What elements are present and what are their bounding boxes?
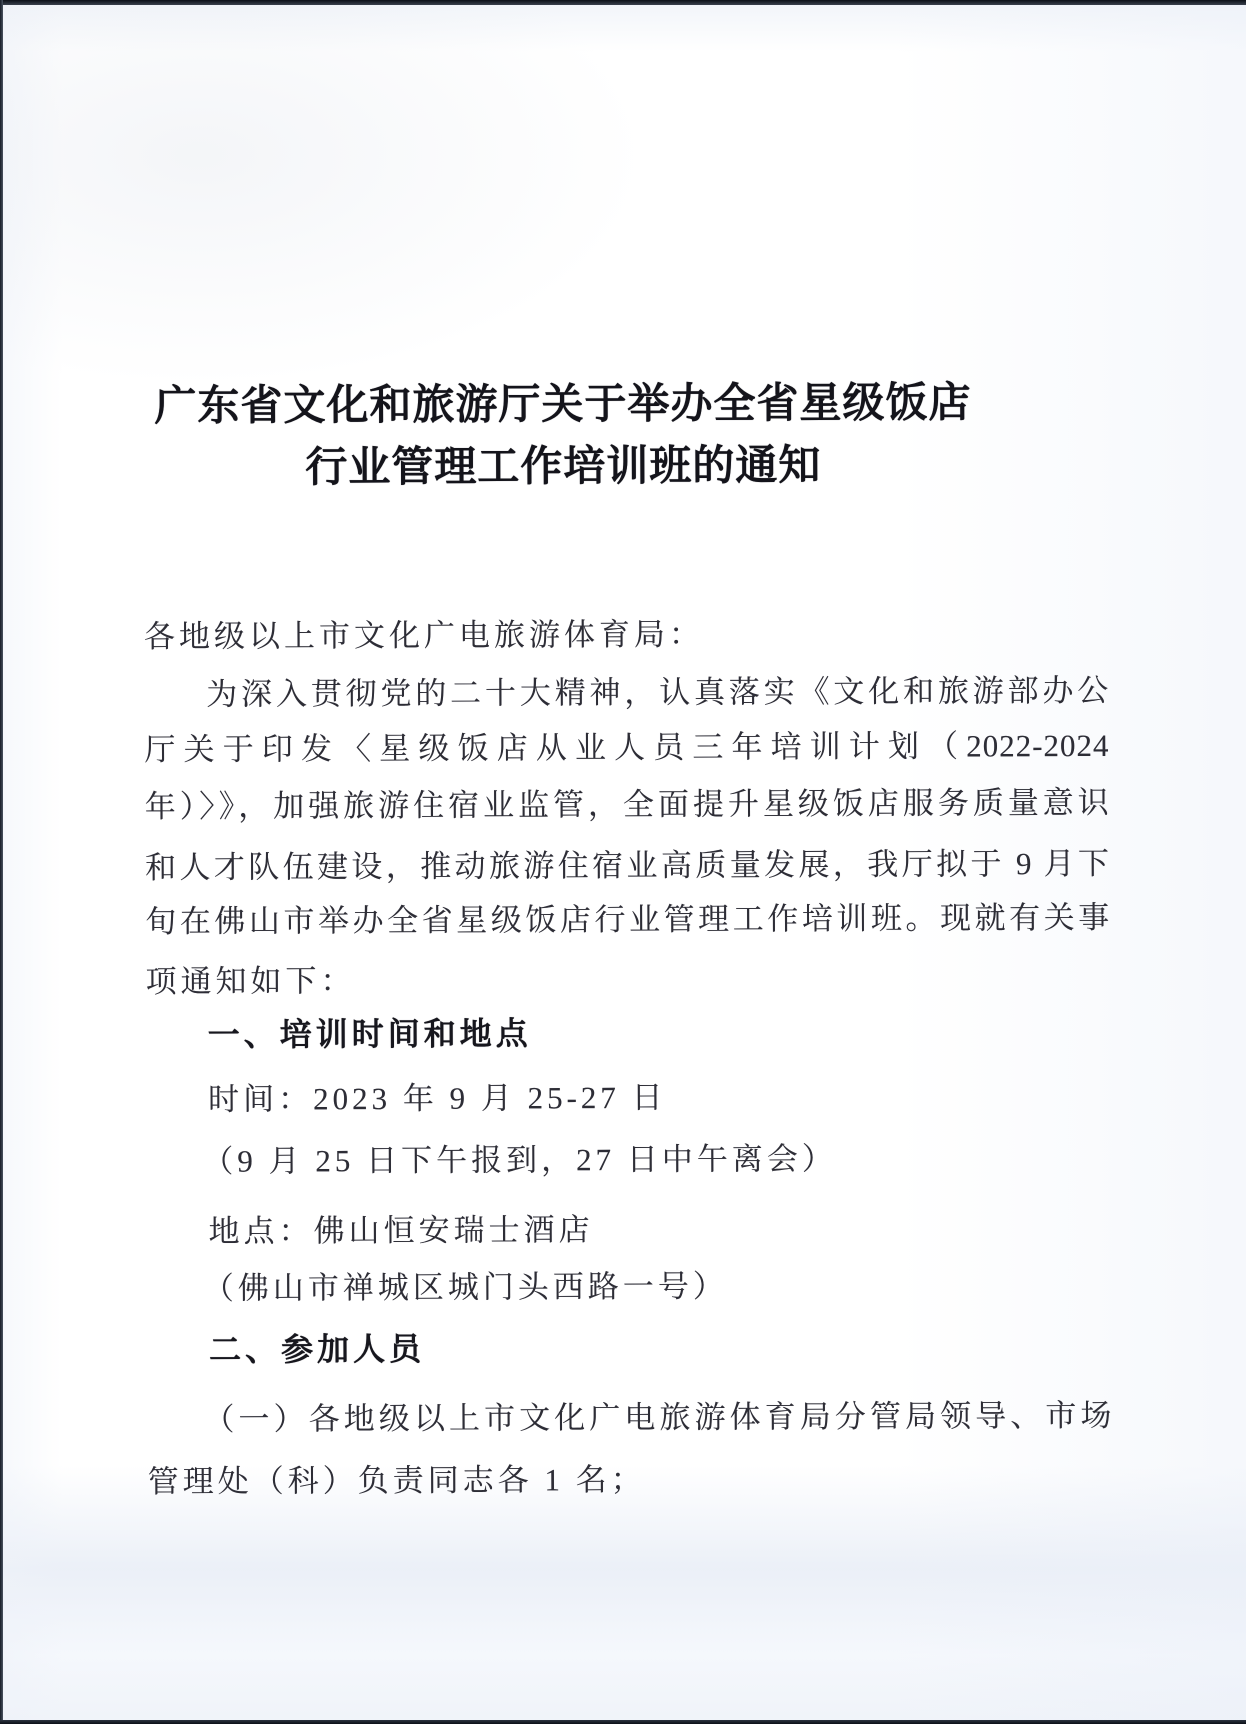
section-heading-2: 二、参加人员: [209, 1330, 426, 1368]
body-line: 年）〉》，加强旅游住宿业监管，全面提升星级饭店服务质量意识: [144, 784, 1110, 825]
document-title: [0, 371, 1128, 500]
body-line: 和人才队伍建设，推动旅游住宿业高质量发展，我厅拟于 9 月下: [144, 845, 1111, 886]
section-heading-1: 一、培训时间和地点: [207, 1015, 532, 1053]
time-note-line: （9 月 25 日下午报到，27 日中午离会）: [202, 1141, 837, 1179]
scan-edge-top: [0, 0, 1246, 5]
participants-line: （一）各地级以上市文化广电旅游体育局分管局领导、市场: [203, 1397, 1113, 1437]
title-line-2: 行业管理工作培训班的通知: [305, 441, 822, 491]
scan-edge-bottom: [0, 1720, 1246, 1724]
body-line: 旬在佛山市举办全省星级饭店行业管理工作培训班。现就有关事: [145, 899, 1111, 940]
scan-edge-left: [0, 0, 3, 1724]
salutation-line: 各地级以上市文化广电旅游体育局：: [143, 616, 705, 655]
participants-line-cont: 管理处（科）负责同志各 1 名；: [147, 1461, 646, 1500]
body-line: 为深入贯彻党的二十大精神，认真落实《文化和旅游部办公: [206, 672, 1110, 712]
title-line-1: 广东省文化和旅游厅关于举办全省星级饭店: [154, 378, 972, 430]
body-line: 项通知如下：: [145, 963, 356, 1000]
body-line: 厅关于印发〈星级饭店从业人员三年培训计划（2022-2024: [144, 727, 1110, 768]
training-venue-line: 地点：佛山恒安瑞士酒店: [208, 1212, 594, 1249]
training-time-line: 时间：2023 年 9 月 25-27 日: [207, 1079, 667, 1117]
venue-address-line: （佛山市禅城区城门头西路一号）: [202, 1268, 728, 1306]
